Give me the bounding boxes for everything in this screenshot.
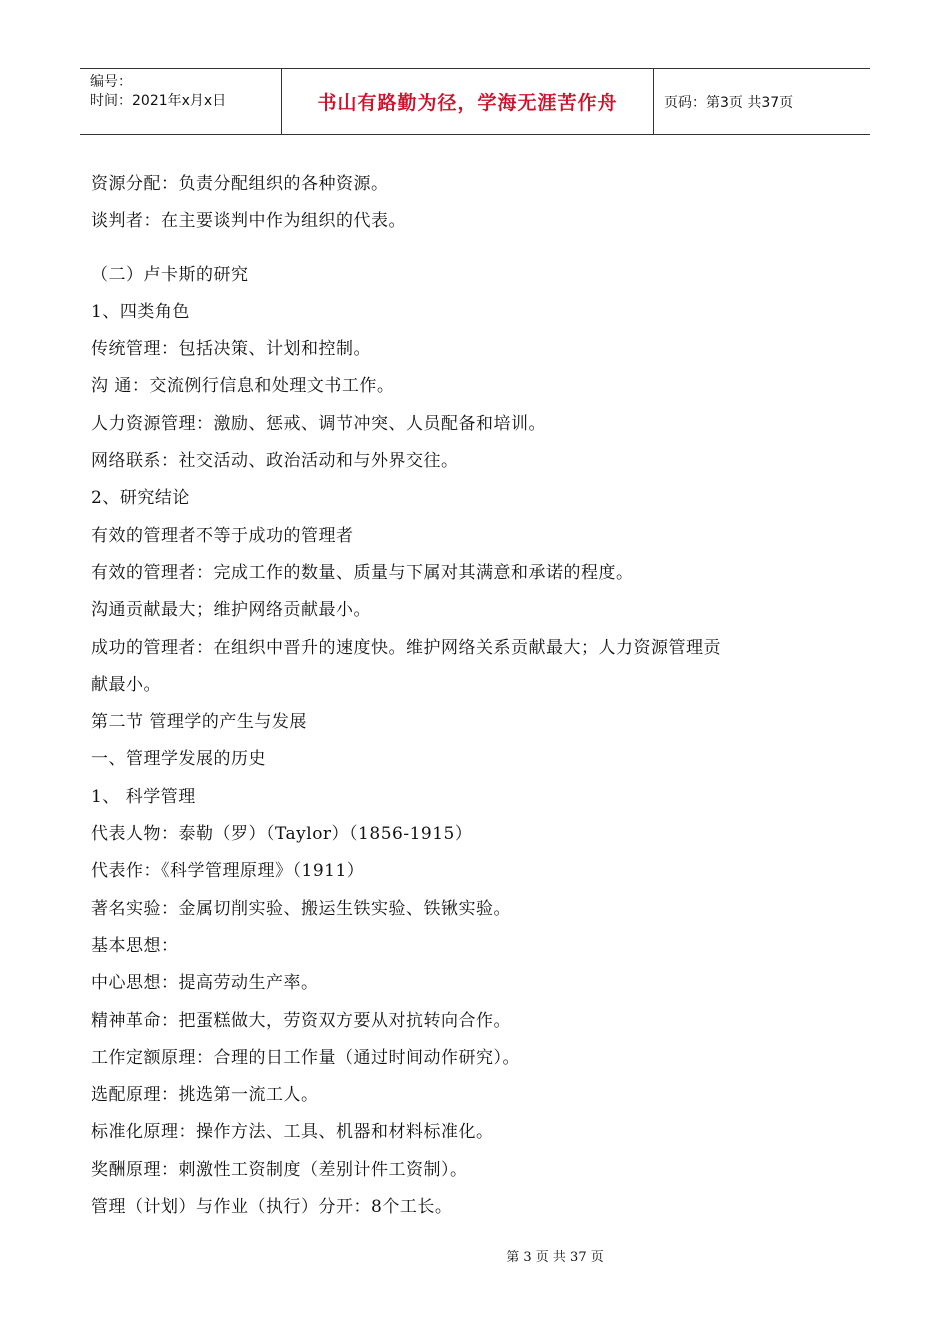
body-line: 沟 通：交流例行信息和处理文书工作。 <box>91 376 395 397</box>
body-line: 代表人物：泰勒（罗）（Taylor）（1856-1915） <box>91 824 473 845</box>
body-line: 著名实验：金属切削实验、搬运生铁实验、铁锹实验。 <box>91 898 511 919</box>
body-line: 有效的管理者：完成工作的数量、质量与下属对其满意和承诺的程度。 <box>91 562 634 583</box>
document-date-label: 时间：2021年x月x日 <box>90 93 227 109</box>
body-line: 代表作：《科学管理原理》（1911） <box>91 861 365 882</box>
body-line: 沟通贡献最大；维护网络贡献最小。 <box>91 600 371 621</box>
header-page-number: 页码：第3页 共37页 <box>664 94 794 111</box>
body-line: 献最小。 <box>91 674 161 695</box>
body-line: 选配原理：挑选第一流工人。 <box>91 1085 319 1106</box>
body-line: 中心思想：提高劳动生产率。 <box>91 973 319 994</box>
document-body <box>91 166 791 1226</box>
body-line: 传统管理：包括决策、计划和控制。 <box>91 339 371 360</box>
chapter-heading: 第二节 管理学的产生与发展 <box>91 712 307 733</box>
body-line: 成功的管理者：在组织中晋升的速度快。维护网络关系贡献最大；人力资源管理贡 <box>91 637 721 658</box>
page-footer: 第 3 页 共 37 页 <box>506 1250 604 1265</box>
body-line: 资源分配：负责分配组织的各种资源。 <box>91 174 389 194</box>
body-line: 基本思想： <box>91 935 179 956</box>
body-line: 精神革命：把蛋糕做大，劳资双方要从对抗转向合作。 <box>91 1010 511 1031</box>
body-line: 管理（计划）与作业（执行）分开：8个工长。 <box>91 1197 453 1218</box>
subsection-heading: 1、四类角色 <box>91 301 190 322</box>
body-line: 标准化原理：操作方法、工具、机器和材料标准化。 <box>91 1122 494 1143</box>
section-heading: 一、管理学发展的历史 <box>91 749 266 770</box>
body-line: 网络联系：社交活动、政治活动和与外界交往。 <box>91 451 459 472</box>
document-number-label: 编号： <box>90 74 132 90</box>
body-line: 谈判者：在主要谈判中作为组织的代表。 <box>91 211 406 232</box>
header-meta <box>80 69 282 134</box>
subsection-heading: 2、研究结论 <box>91 488 190 509</box>
body-line: 人力资源管理：激励、惩戒、调节冲突、人员配备和培训。 <box>91 413 546 434</box>
body-line: 有效的管理者不等于成功的管理者 <box>91 525 354 546</box>
body-line: 工作定额原理：合理的日工作量（通过时间动作研究）。 <box>91 1047 520 1068</box>
body-line: 奖酬原理：刺激性工资制度（差别计件工资制）。 <box>91 1159 468 1180</box>
header-motto: 书山有路勤为径，学海无涯苦作舟 <box>282 69 654 134</box>
document-header <box>80 68 870 135</box>
subsection-heading: 1、 科学管理 <box>91 786 196 807</box>
section-heading: （二）卢卡斯的研究 <box>91 264 249 285</box>
